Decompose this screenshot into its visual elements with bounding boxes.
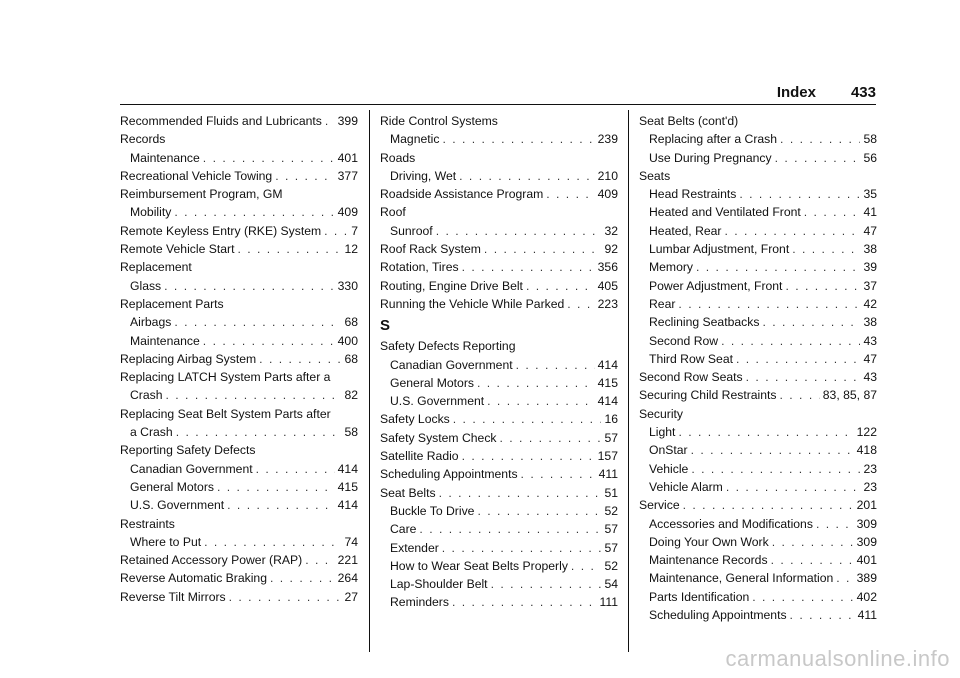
- entry-label: Maintenance Records: [649, 553, 768, 568]
- entry-page-number: 409: [337, 205, 358, 220]
- entry-page-number: 415: [337, 479, 358, 494]
- index-heading: Replacing Seat Belt System Parts after: [120, 406, 331, 421]
- index-entry: [120, 350, 358, 368]
- entry-label: Doing Your Own Work: [649, 534, 769, 549]
- dot-leader: [526, 277, 595, 295]
- entry-label: Recommended Fluids and Lubricants: [120, 114, 322, 128]
- entry-label: Heated and Ventilated Front: [649, 205, 801, 220]
- entry-label: Memory: [649, 260, 694, 275]
- page-title: Index: [776, 84, 816, 101]
- dot-leader: [275, 167, 334, 185]
- dot-leader: [259, 350, 341, 368]
- header-rule: [120, 104, 876, 105]
- entry-page-number: 43: [863, 333, 877, 348]
- index-subentry: [639, 149, 877, 167]
- entry-page-number: 223: [597, 296, 618, 311]
- entry-page-number: 122: [856, 425, 877, 440]
- entry-label: Crash: [130, 388, 163, 403]
- entry-page-number: 415: [597, 375, 618, 390]
- index-entry: [380, 258, 618, 276]
- dot-leader: [229, 588, 342, 606]
- entry-label: Care: [390, 522, 417, 537]
- dot-leader: [256, 460, 335, 478]
- entry-label: Maintenance, General Information: [649, 571, 834, 586]
- entry-page-number: 16: [604, 412, 618, 427]
- index-subentry: [639, 441, 877, 459]
- dot-leader: [790, 606, 855, 624]
- dot-leader: [174, 203, 334, 221]
- entry-label: Accessories and Modifications: [649, 516, 813, 531]
- index-subentry: [639, 478, 877, 496]
- dot-leader: [324, 222, 348, 240]
- entry-label: Replacing Airbag System: [120, 351, 257, 366]
- index-subentry: [120, 203, 358, 221]
- dot-leader: [678, 423, 853, 441]
- entry-page-number: 37: [863, 278, 877, 293]
- entry-page-number: 82: [344, 388, 358, 403]
- entry-page-number: 38: [863, 242, 877, 257]
- index-subentry: [639, 332, 877, 350]
- entry-page-number: 68: [344, 315, 358, 330]
- index-subentry: [639, 222, 877, 240]
- entry-label: Safety System Check: [380, 430, 497, 445]
- index-subentry: [380, 374, 618, 392]
- entry-page-number: 221: [337, 553, 358, 568]
- dot-leader: [571, 557, 602, 575]
- index-heading: Roads: [380, 150, 416, 165]
- entry-page-number: 201: [856, 498, 877, 513]
- index-subentry: [639, 240, 877, 258]
- index-heading: Replacement: [120, 260, 192, 275]
- index-subentry: [380, 593, 618, 611]
- entry-label: Recreational Vehicle Towing: [120, 168, 273, 183]
- dot-leader: [775, 149, 861, 167]
- index-entry: [380, 295, 618, 313]
- dot-leader: [419, 520, 601, 538]
- entry-page-number: 309: [856, 534, 877, 549]
- index-subentry: [639, 423, 877, 441]
- entry-page-number: 377: [337, 168, 358, 183]
- entry-page-number: 330: [337, 278, 358, 293]
- index-heading: Security: [639, 406, 684, 421]
- index-subentry: [639, 515, 877, 533]
- index-entry: [380, 429, 618, 447]
- entry-label: Second Row Seats: [639, 370, 743, 385]
- dot-leader: [736, 350, 860, 368]
- index-heading: Restraints: [120, 516, 175, 531]
- dot-leader: [462, 258, 595, 276]
- entry-page-number: 58: [863, 132, 877, 147]
- dot-leader: [739, 185, 860, 203]
- index-entry: [380, 447, 618, 465]
- index-subentry: [120, 332, 358, 350]
- index-subentry: [120, 533, 358, 551]
- index-entry: [639, 496, 877, 514]
- entry-page-number: 411: [857, 608, 877, 623]
- entry-page-number: 414: [337, 461, 358, 476]
- entry-label: Second Row: [649, 333, 719, 348]
- index-heading: Roof: [380, 205, 406, 220]
- entry-page-number: 54: [604, 577, 618, 592]
- entry-page-number: 43: [863, 370, 877, 385]
- entry-label: Driving, Wet: [390, 168, 457, 183]
- dot-leader: [237, 240, 341, 258]
- entry-label: U.S. Government: [130, 498, 225, 513]
- index-entry: [639, 386, 877, 404]
- entry-page-number: 401: [856, 553, 877, 568]
- index-subentry: [639, 588, 877, 606]
- entry-label: Roof Rack System: [380, 242, 481, 257]
- entry-page-number: 414: [597, 394, 618, 409]
- index-entry: [120, 551, 358, 569]
- index-subentry: [120, 478, 358, 496]
- dot-leader: [804, 203, 861, 221]
- dot-leader: [436, 222, 602, 240]
- entry-page-number: 74: [344, 534, 358, 549]
- index-entry: [120, 112, 358, 130]
- index-subentry: [120, 496, 358, 514]
- index-subentry: [639, 551, 877, 569]
- dot-leader: [203, 149, 335, 167]
- entry-page-number: 57: [604, 522, 618, 537]
- entry-label: Maintenance: [130, 333, 200, 348]
- entry-page-number: 23: [863, 461, 877, 476]
- index-subentry: [639, 130, 877, 148]
- dot-leader: [696, 258, 860, 276]
- index-entry: [639, 368, 877, 386]
- entry-label: Remote Keyless Entry (RKE) System: [120, 223, 322, 238]
- dot-leader: [203, 332, 335, 350]
- dot-leader: [546, 185, 594, 203]
- entry-page-number: 7: [351, 223, 358, 238]
- dot-leader: [227, 496, 335, 514]
- entry-page-number: 38: [863, 315, 877, 330]
- index-entry: [120, 588, 358, 606]
- index-entry: [380, 410, 618, 428]
- entry-page-number: 356: [597, 260, 618, 275]
- column-divider: [369, 110, 370, 652]
- entry-label: Light: [649, 425, 676, 440]
- entry-page-number: 12: [344, 242, 358, 257]
- entry-page-number: 400: [337, 333, 358, 348]
- entry-label: Vehicle: [649, 461, 689, 476]
- index-subentry: [639, 277, 877, 295]
- index-entry: [380, 277, 618, 295]
- entry-page-number: 92: [604, 242, 618, 257]
- dot-leader: [725, 222, 861, 240]
- index-entry: [380, 185, 618, 203]
- entry-label: Remote Vehicle Start: [120, 242, 235, 257]
- entry-page-number: 52: [604, 558, 618, 573]
- entry-label: General Motors: [390, 375, 474, 390]
- entry-label: Maintenance: [130, 150, 200, 165]
- index-entry: [120, 222, 358, 240]
- entry-page-number: 51: [604, 485, 618, 500]
- entry-label: Canadian Government: [130, 461, 253, 476]
- dot-leader: [204, 533, 341, 551]
- index-subentry: [639, 533, 877, 551]
- dot-leader: [442, 539, 602, 557]
- entry-page-number: 83, 85, 87: [822, 388, 877, 403]
- index-heading: Replacing LATCH System Parts after a: [120, 370, 331, 385]
- index-subentry: [639, 185, 877, 203]
- index-entry: [380, 484, 618, 502]
- entry-label: Routing, Engine Drive Belt: [380, 278, 523, 293]
- index-subentry: [120, 313, 358, 331]
- dot-leader: [491, 575, 602, 593]
- page-number: 433: [850, 84, 876, 101]
- index-column-1: [120, 112, 358, 606]
- entry-label: Scheduling Appointments: [380, 467, 518, 482]
- dot-leader: [452, 593, 597, 611]
- entry-label: Airbags: [130, 315, 172, 330]
- page-header: [120, 82, 876, 106]
- entry-page-number: 57: [604, 540, 618, 555]
- dot-leader: [816, 515, 854, 533]
- dot-leader: [721, 332, 860, 350]
- entry-page-number: 210: [597, 168, 618, 183]
- entry-label: Reverse Automatic Braking: [120, 571, 267, 586]
- index-heading: Safety Defects Reporting: [380, 339, 516, 354]
- index-heading: Seats: [639, 168, 671, 183]
- dot-leader: [691, 441, 854, 459]
- dot-leader: [442, 130, 594, 148]
- dot-leader: [164, 277, 335, 295]
- entry-page-number: 418: [856, 443, 877, 458]
- index-subentry: [120, 277, 358, 295]
- dot-leader: [678, 295, 860, 313]
- dot-leader: [691, 460, 860, 478]
- entry-page-number: 39: [863, 260, 877, 275]
- dot-leader: [726, 478, 861, 496]
- index-subentry: [380, 502, 618, 520]
- index-heading: Reporting Safety Defects: [120, 443, 256, 458]
- entry-label: Reclining Seatbacks: [649, 315, 760, 330]
- index-heading: Seat Belts (cont'd): [639, 114, 739, 128]
- entry-page-number: 401: [337, 150, 358, 165]
- index-column-3: [639, 112, 877, 624]
- watermark: carmanualsonline.info: [725, 646, 950, 671]
- entry-page-number: 409: [597, 187, 618, 202]
- index-heading: Ride Control Systems: [380, 114, 498, 128]
- index-subentry: [380, 167, 618, 185]
- index-entry: [380, 240, 618, 258]
- entry-label: Rotation, Tires: [380, 260, 459, 275]
- dot-leader: [567, 295, 594, 313]
- entry-page-number: 411: [598, 467, 618, 482]
- entry-label: Power Adjustment, Front: [649, 278, 783, 293]
- entry-page-number: 56: [863, 150, 877, 165]
- entry-page-number: 399: [337, 114, 358, 128]
- dot-leader: [176, 423, 342, 441]
- entry-page-number: 402: [856, 589, 877, 604]
- entry-label: Extender: [390, 540, 439, 555]
- entry-label: Third Row Seat: [649, 351, 733, 366]
- entry-label: Seat Belts: [380, 485, 436, 500]
- entry-page-number: 68: [344, 351, 358, 366]
- entry-label: Canadian Government: [390, 357, 513, 372]
- index-subentry: [120, 386, 358, 404]
- entry-label: Running the Vehicle While Parked: [380, 296, 565, 311]
- entry-page-number: 58: [344, 425, 358, 440]
- entry-label: Glass: [130, 278, 162, 293]
- index-subentry: [639, 569, 877, 587]
- index-heading: Reimbursement Program, GM: [120, 187, 283, 202]
- dot-leader: [305, 551, 334, 569]
- dot-leader: [792, 240, 860, 258]
- dot-leader: [484, 240, 602, 258]
- index-subentry: [380, 356, 618, 374]
- entry-label: Vehicle Alarm: [649, 479, 723, 494]
- entry-label: Sunroof: [390, 223, 433, 238]
- index-subentry: [380, 392, 618, 410]
- index-subentry: [639, 350, 877, 368]
- dot-leader: [462, 447, 595, 465]
- dot-leader: [780, 386, 820, 404]
- entry-page-number: 32: [604, 223, 618, 238]
- entry-page-number: 57: [604, 430, 618, 445]
- entry-label: Heated, Rear: [649, 223, 722, 238]
- index-subentry: [639, 258, 877, 276]
- dot-leader: [487, 392, 595, 410]
- entry-label: Scheduling Appointments: [649, 608, 787, 623]
- dot-leader: [836, 569, 853, 587]
- index-subentry: [639, 203, 877, 221]
- index-entry: [120, 569, 358, 587]
- entry-page-number: 23: [863, 479, 877, 494]
- dot-leader: [785, 277, 860, 295]
- dot-leader: [453, 410, 602, 428]
- index-subentry: [380, 130, 618, 148]
- entry-label: How to Wear Seat Belts Properly: [390, 558, 568, 573]
- dot-leader: [477, 502, 601, 520]
- dot-leader: [780, 130, 860, 148]
- index-subentry: [120, 149, 358, 167]
- dot-leader: [217, 478, 335, 496]
- index-subentry: [120, 423, 358, 441]
- dot-leader: [683, 496, 854, 514]
- dot-leader: [477, 374, 595, 392]
- entry-page-number: 309: [856, 516, 877, 531]
- index-subentry: [639, 295, 877, 313]
- dot-leader: [521, 465, 596, 483]
- entry-page-number: 52: [604, 503, 618, 518]
- entry-page-number: 27: [344, 589, 358, 604]
- index-subentry: [639, 606, 877, 624]
- index-subentry: [380, 557, 618, 575]
- entry-page-number: 414: [597, 357, 618, 372]
- dot-leader: [500, 429, 602, 447]
- entry-page-number: 389: [856, 571, 877, 586]
- entry-page-number: 41: [863, 205, 877, 220]
- index-heading: Records: [120, 132, 166, 147]
- dot-leader: [746, 368, 861, 386]
- entry-label: U.S. Government: [390, 394, 485, 409]
- entry-label: OnStar: [649, 443, 688, 458]
- entry-page-number: 264: [337, 571, 358, 586]
- column-divider: [628, 110, 629, 652]
- entry-label: Head Restraints: [649, 187, 737, 202]
- entry-page-number: 239: [597, 132, 618, 147]
- index-heading: Replacement Parts: [120, 296, 224, 311]
- entry-label: General Motors: [130, 479, 214, 494]
- entry-label: Satellite Radio: [380, 449, 459, 464]
- index-subentry: [639, 460, 877, 478]
- entry-page-number: 111: [599, 595, 618, 610]
- dot-leader: [459, 167, 595, 185]
- entry-label: a Crash: [130, 425, 173, 440]
- entry-label: Replacing after a Crash: [649, 132, 778, 147]
- dot-leader: [439, 484, 602, 502]
- entry-page-number: 405: [597, 278, 618, 293]
- index-subentry: [380, 222, 618, 240]
- entry-label: Retained Accessory Power (RAP): [120, 553, 303, 568]
- index-section-letter: S: [380, 317, 391, 335]
- entry-page-number: 157: [597, 449, 618, 464]
- index-entry: [120, 240, 358, 258]
- index-subentry: [380, 539, 618, 557]
- entry-label: Buckle To Drive: [390, 503, 475, 518]
- entry-label: Reverse Tilt Mirrors: [120, 589, 226, 604]
- entry-label: Use During Pregnancy: [649, 150, 772, 165]
- entry-page-number: 42: [863, 296, 877, 311]
- entry-label: Service: [639, 498, 680, 513]
- entry-page-number: 47: [863, 223, 877, 238]
- index-column-2: [380, 112, 618, 612]
- entry-label: Roadside Assistance Program: [380, 187, 544, 202]
- index-entry: [120, 167, 358, 185]
- entry-label: Where to Put: [130, 534, 202, 549]
- dot-leader: [270, 569, 335, 587]
- entry-label: Securing Child Restraints: [639, 388, 777, 403]
- index-subentry: [639, 313, 877, 331]
- entry-page-number: 47: [863, 351, 877, 366]
- entry-label: Mobility: [130, 205, 172, 220]
- entry-page-number: 414: [337, 498, 358, 513]
- index-subentry: [120, 460, 358, 478]
- dot-leader: [771, 551, 854, 569]
- dot-leader: [772, 533, 854, 551]
- dot-leader: [516, 356, 595, 374]
- index-entry: [380, 465, 618, 483]
- dot-leader: [325, 112, 335, 130]
- entry-label: Reminders: [390, 595, 449, 610]
- entry-label: Rear: [649, 296, 676, 311]
- dot-leader: [174, 313, 341, 331]
- entry-label: Magnetic: [390, 132, 440, 147]
- dot-leader: [752, 588, 853, 606]
- entry-label: Safety Locks: [380, 412, 450, 427]
- entry-label: Parts Identification: [649, 589, 750, 604]
- entry-page-number: 35: [863, 187, 877, 202]
- entry-label: Lumbar Adjustment, Front: [649, 242, 790, 257]
- index-subentry: [380, 520, 618, 538]
- dot-leader: [762, 313, 860, 331]
- index-subentry: [380, 575, 618, 593]
- entry-label: Lap-Shoulder Belt: [390, 577, 488, 592]
- dot-leader: [166, 386, 342, 404]
